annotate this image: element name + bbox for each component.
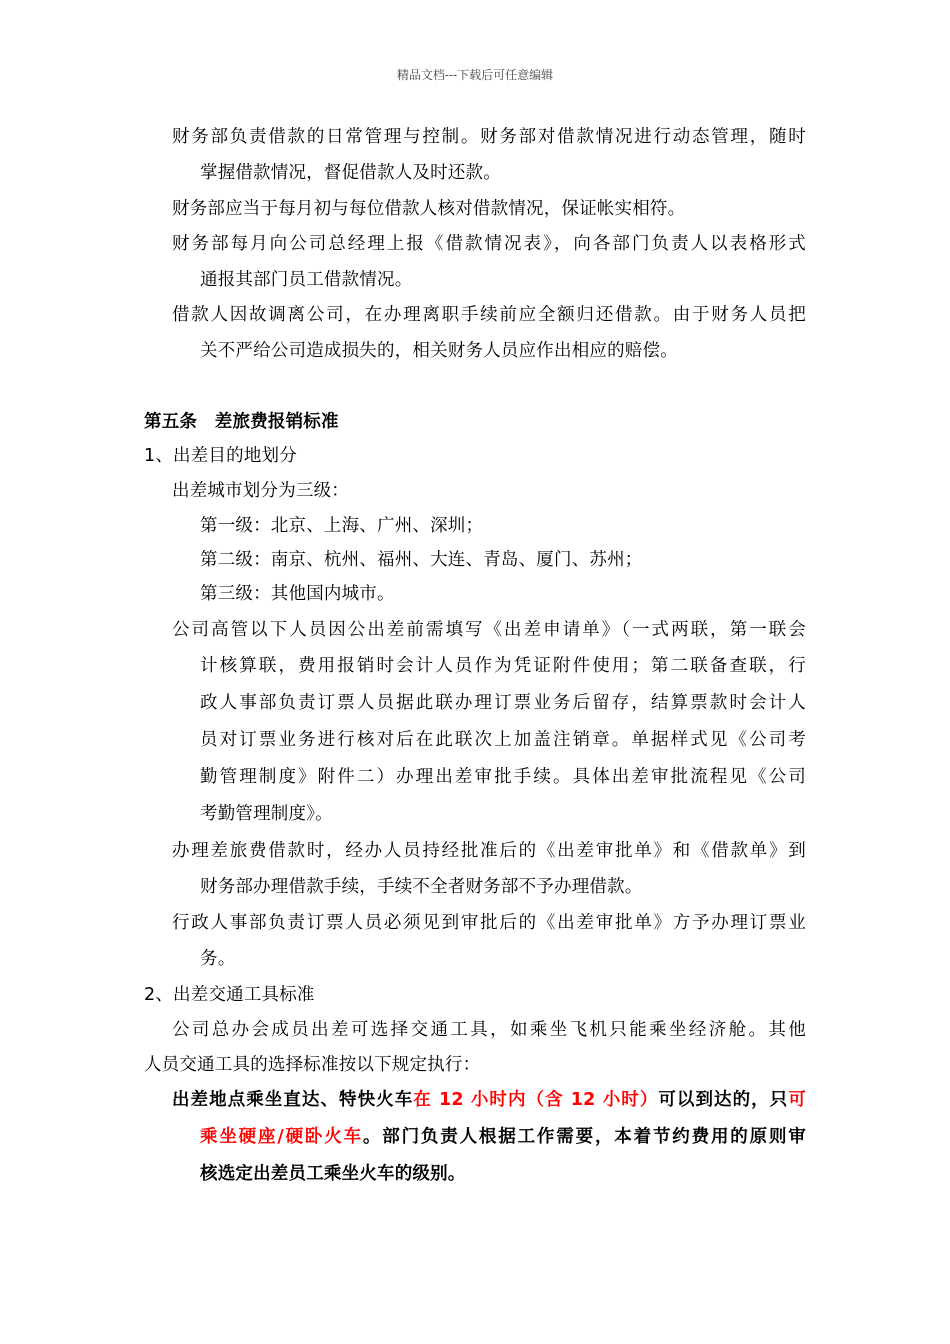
application-line-3: 政人事部负责订票人员据此联办理订票业务后留存，结算票款时会计人 [200,693,806,713]
paragraph-4-line-2: 关不严给公司造成损失的，相关财务人员应作出相应的赔偿。 [200,341,678,361]
application-line-2: 计核算联，费用报销时会计人员作为凭证附件使用；第二联备查联，行 [200,656,806,676]
section-title: 第五条 差旅费报销标准 [144,412,339,432]
application-line-6: 考勤管理制度》。 [200,804,333,824]
city-tier-1: 第一级：北京、上海、广州、深圳； [200,516,484,536]
train-rule-line-3: 核选定出差员工乘坐火车的级别。 [200,1164,466,1184]
loan-line-1: 办理差旅费借款时，经办人员持经批准后的《出差审批单》和《借款单》到 [172,841,806,861]
train-rule-seg1: 出差地点乘坐直达、特快火车 [172,1090,414,1110]
transport-intro-line-2: 人员交通工具的选择标准按以下规定执行： [144,1055,481,1075]
item-1-heading: 1、出差目的地划分 [144,446,297,466]
item-2-heading: 2、出差交通工具标准 [144,985,315,1005]
train-rule-seg4: 可 [788,1090,806,1110]
paragraph-3-line-2: 通报其部门员工借款情况。 [200,270,413,290]
ticket-line-2: 务。 [200,949,236,969]
paragraph-4-line-1: 借款人因故调离公司，在办理离职手续前应全额归还借款。由于财务人员把 [172,305,806,325]
city-tier-2: 第二级：南京、杭州、福州、大连、青岛、厦门、苏州； [200,550,643,570]
paragraph-1-line-1: 财务部负责借款的日常管理与控制。财务部对借款情况进行动态管理，随时 [172,127,806,147]
train-rule-time-limit: 在 12 小时内（含 12 小时） [413,1090,659,1110]
paragraph-3-line-1: 财务部每月向公司总经理上报《借款情况表》，向各部门负责人以表格形式 [172,234,806,254]
ticket-line-1: 行政人事部负责订票人员必须见到审批后的《出差审批单》方予办理订票业 [172,913,806,933]
application-line-1: 公司高管以下人员因公出差前需填写《出差申请单》（一式两联，第一联会 [172,620,806,640]
city-tier-intro: 出差城市划分为三级： [172,481,349,501]
train-rule-seat-class: 乘坐硬座/硬卧火车 [200,1127,363,1147]
city-tier-3: 第三级：其他国内城市。 [200,584,395,604]
transport-intro-line-1: 公司总办会成员出差可选择交通工具，如乘坐飞机只能乘坐经济舱。其他 [172,1020,806,1040]
train-rule-seg3: 可以到达的，只 [658,1090,789,1110]
loan-line-2: 财务部办理借款手续，手续不全者财务部不予办理借款。 [200,877,643,897]
paragraph-1-line-2: 掌握借款情况，督促借款人及时还款。 [200,163,501,183]
paragraph-2: 财务部应当于每月初与每位借款人核对借款情况，保证帐实相符。 [172,199,686,219]
train-rule-line2-rest: 。部门负责人根据工作需要，本着节约费用的原则审 [362,1127,806,1147]
train-rule-line-2 [200,1119,806,1155]
application-line-5: 勤管理制度》附件二）办理出差审批手续。具体出差审批流程见《公司 [200,767,806,787]
train-rule-line-1 [172,1082,806,1118]
application-line-4: 员对订票业务进行核对后在此联次上加盖注销章。单据样式见《公司考 [200,730,806,750]
page-header: 精品文档---下载后可任意编辑 [396,68,554,82]
